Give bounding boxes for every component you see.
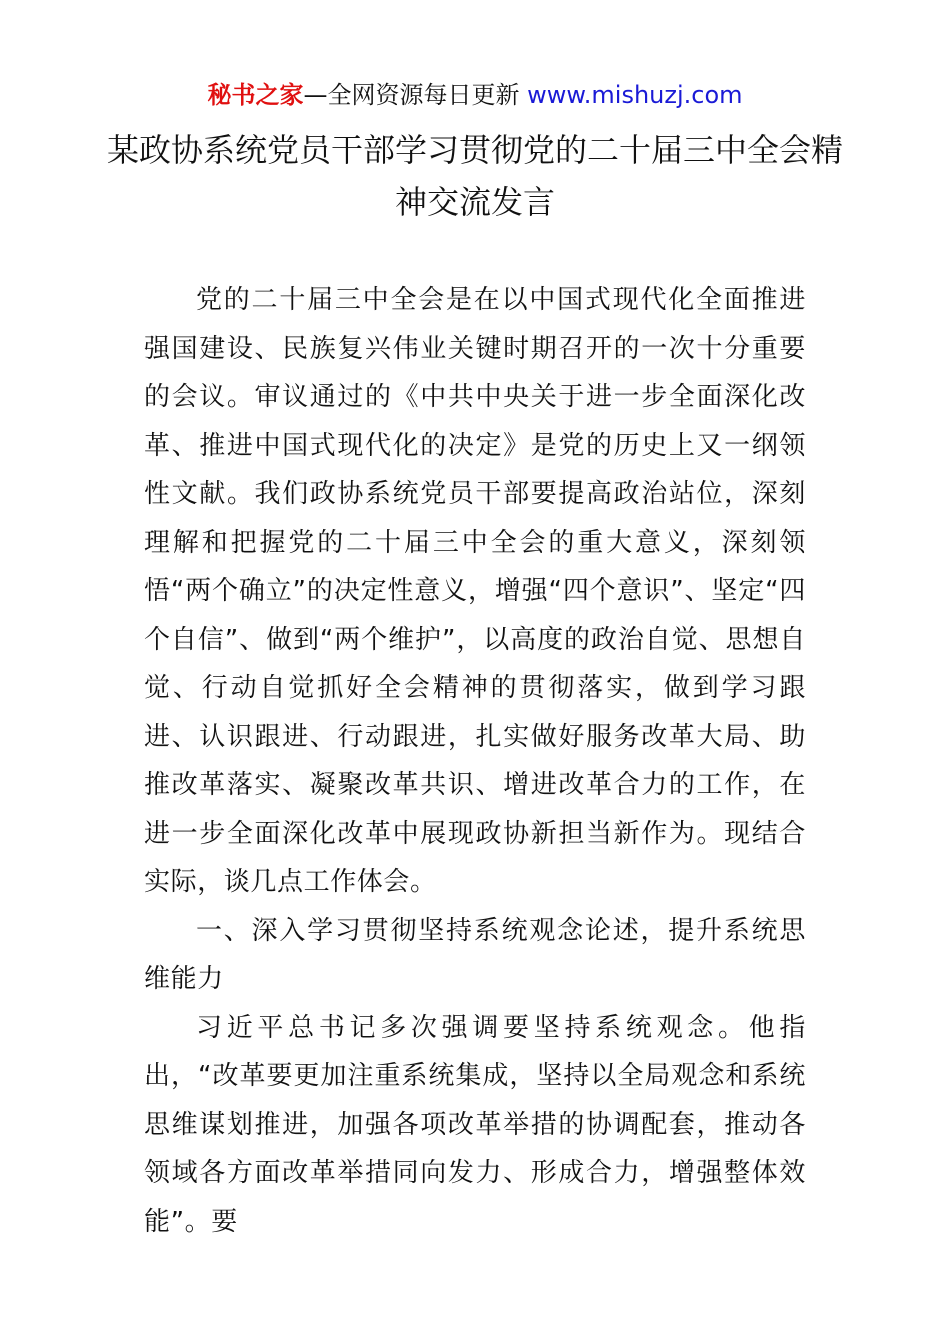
site-url-link[interactable]: www.mishuzj.com — [527, 81, 743, 109]
document-body — [144, 276, 806, 1246]
site-header — [0, 78, 950, 112]
section-1-paragraph: 习近平总书记多次强调要坚持系统观念。他指出，“改革要更加注重系统集成，坚持以全局观念和系统思维谋划推进，加强各项改革举措的协调配套，推动各领域各方面改革举措同向发力、形成合力，增强整体效能”。要 — [144, 1012, 806, 1237]
brand-name: 秘书之家 — [207, 81, 304, 109]
intro-paragraph: 党的二十届三中全会是在以中国式现代化全面推进强国建设、民族复兴伟业关键时期召开的一次十分重要的会议。审议通过的《中共中央关于进一步全面深化改革、推进中国式现代化的决定》是党的历史上又一纲领性文献。我们政协系统党员干部要提高政治站位，深刻理解和把握党的二十届三中全会的重大意义，深刻领悟“两个确立”的决定性意义，增强“四个意识”、坚定“四个自信”、做到“两个维护”，以高度的政治自觉、思想自觉、行动自觉抓好全会精神的贯彻落实，做到学习跟进、认识跟进、行动跟进，扎实做好服务改革大局、助推改革落实、凝聚改革共识、增进改革合力的工作，在进一步全面深化改革中展现政协新担当新作为。现结合实际，谈几点工作体会。 — [144, 285, 806, 897]
document-title: 某政协系统党员干部学习贯彻党的二十届三中全会精神交流发言 — [106, 131, 843, 221]
header-tagline: —全网资源每日更新 — [303, 81, 520, 109]
section-heading-1: 一、深入学习贯彻坚持系统观念论述，提升系统思维能力 — [144, 915, 806, 994]
